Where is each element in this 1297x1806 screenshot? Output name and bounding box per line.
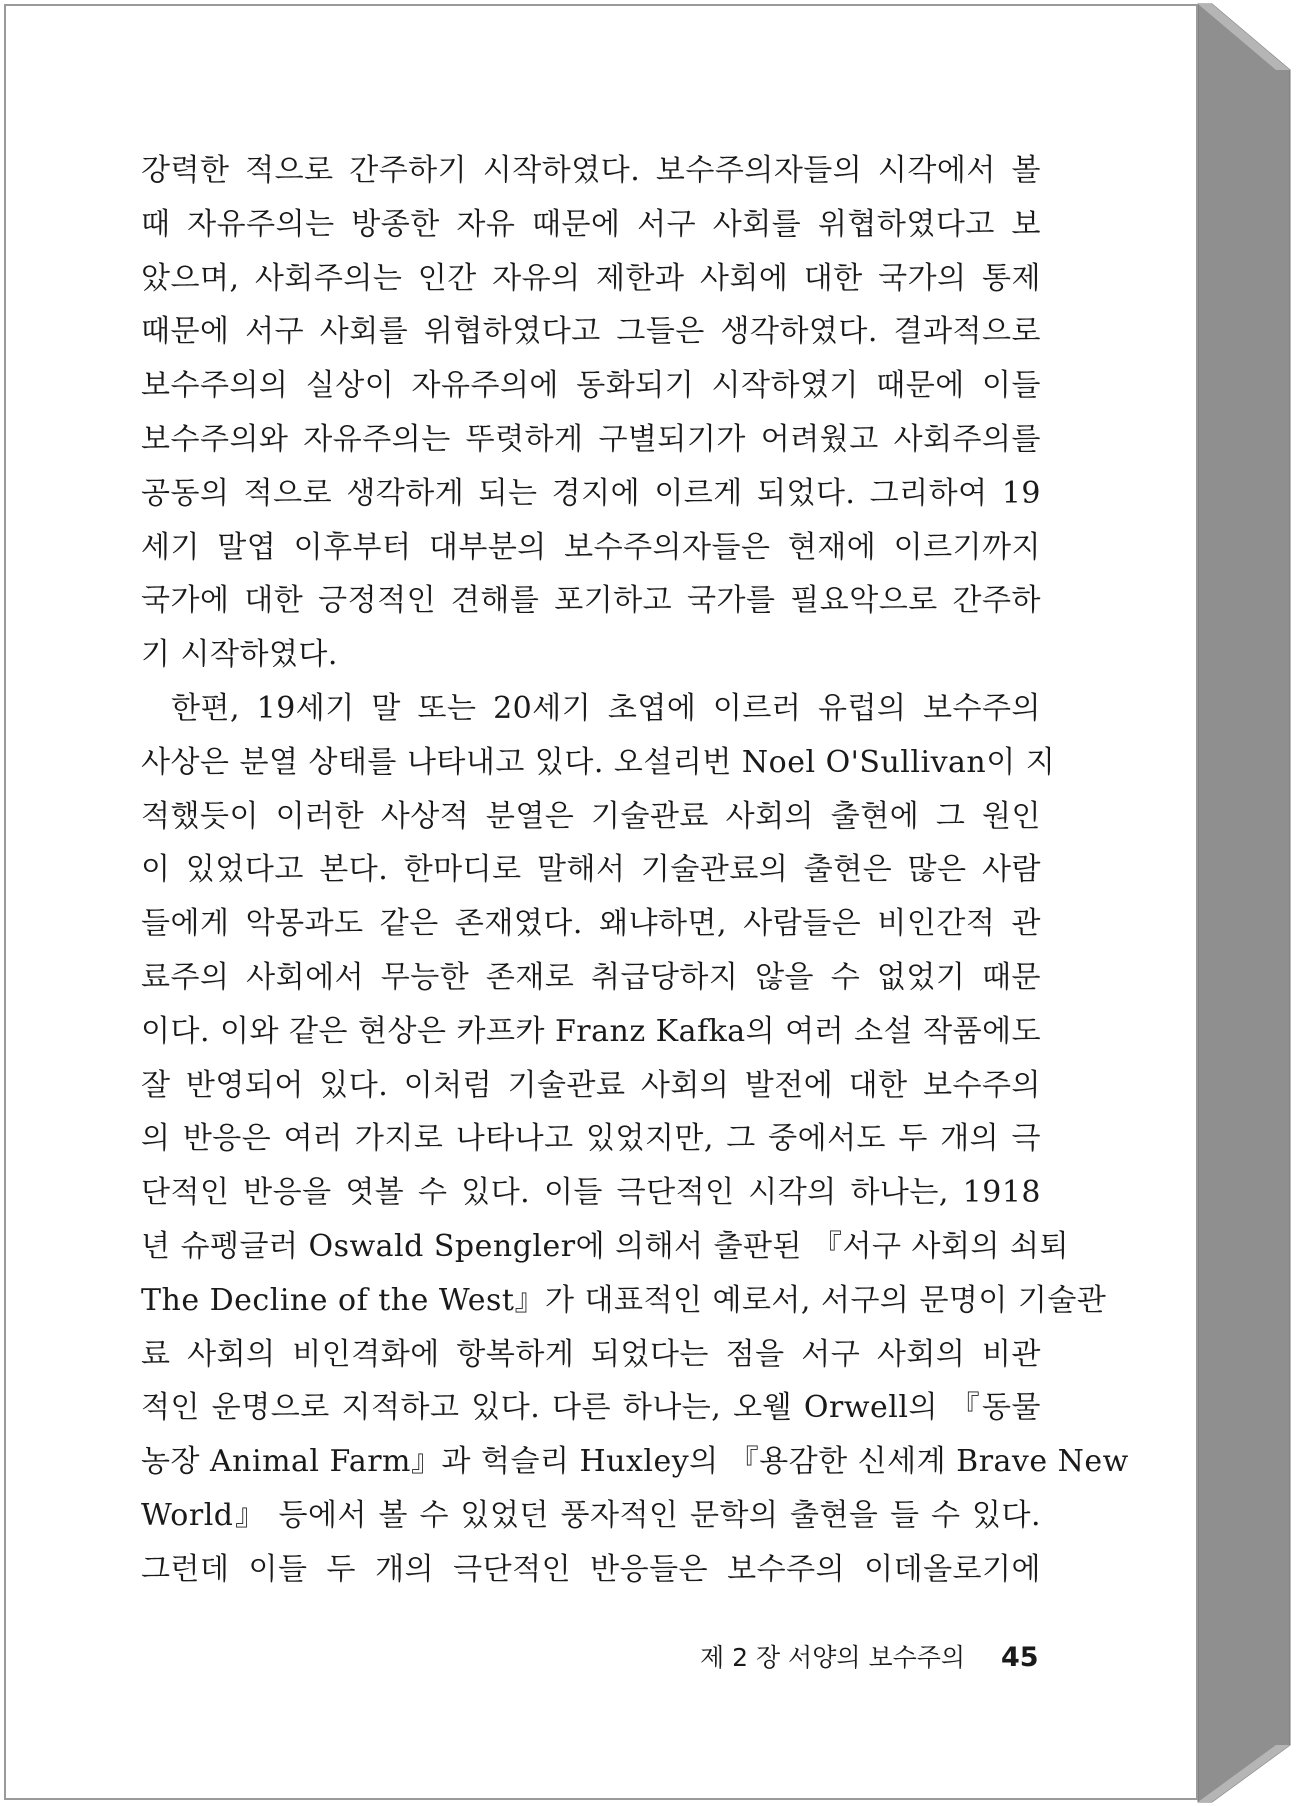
text-line: 단적인 반응을 엿볼 수 있다. 이들 극단적인 시각의 하나는, 1918	[141, 1175, 1041, 1211]
text-line: 강력한 적으로 간주하기 시작하였다. 보수주의자들의 시각에서 볼	[141, 153, 1041, 188]
text-line: 때문에 서구 사회를 위협하였다고 그들은 생각하였다. 결과적으로	[141, 314, 1041, 350]
text-line: 기 시작하였다.	[141, 637, 338, 673]
text-line: 세기 말엽 이후부터 대부분의 보수주의자들은 현재에 이르기까지	[141, 529, 1041, 565]
text-line: 료 사회의 비인격화에 항복하게 되었다는 점을 서구 사회의 비관	[141, 1336, 1041, 1372]
text-line: 의 반응은 여러 가지로 나타나고 있었지만, 그 중에서도 두 개의 극	[141, 1121, 1041, 1157]
page-footer	[700, 1638, 1039, 1674]
text-line: 사상은 분열 상태를 나타내고 있다. 오설리번 Noel O'Sullivan이 지	[141, 744, 1056, 780]
text-line: 국가에 대한 긍정적인 견해를 포기하고 국가를 필요악으로 간주하	[141, 583, 1041, 619]
text-line: 보수주의와 자유주의는 뚜렷하게 구별되기가 어려웠고 사회주의를	[141, 421, 1041, 457]
text-line: 적했듯이 이러한 사상적 분열은 기술관료 사회의 출현에 그 원인	[141, 798, 1041, 834]
text-line: 때 자유주의는 방종한 자유 때문에 서구 사회를 위협하였다고 보	[141, 206, 1041, 242]
text-line: 그런데 이들 두 개의 극단적인 반응들은 보수주의 이데올로기에	[141, 1551, 1041, 1587]
text-line: 이다. 이와 같은 현상은 카프카 Franz Kafka의 여러 소설 작품에도	[141, 1013, 1042, 1049]
text-line: World』 등에서 볼 수 있었던 풍자적인 문학의 출현을 들 수 있다.	[141, 1497, 1041, 1533]
text-line: 들에게 악몽과도 같은 존재였다. 왜냐하면, 사람들은 비인간적 관	[141, 906, 1041, 942]
page-number: 45	[1001, 1642, 1039, 1673]
text-line: 이 있었다고 본다. 한마디로 말해서 기술관료의 출현은 많은 사람	[141, 852, 1041, 888]
text-line: 잘 반영되어 있다. 이처럼 기술관료 사회의 발전에 대한 보수주의	[141, 1067, 1041, 1103]
text-line: 적인 운명으로 지적하고 있다. 다른 하나는, 오웰 Orwell의 『동물	[141, 1390, 1041, 1426]
running-chapter-title: 제 2 장 서양의 보수주의	[700, 1643, 966, 1672]
body-text	[141, 144, 1129, 1597]
text-line: 농장 Animal Farm』과 헉슬리 Huxley의 『용감한 신세계 Brave New	[141, 1444, 1129, 1480]
text-line: 한편, 19세기 말 또는 20세기 초엽에 이르러 유럽의 보수주의	[171, 690, 1041, 726]
text-line: The Decline of the West』가 대표적인 예로서, 서구의 문명이 기술관	[141, 1282, 1107, 1318]
text-line: 년 슈펭글러 Oswald Spengler에 의해서 출판된 『서구 사회의 쇠퇴	[141, 1228, 1069, 1264]
text-line: 았으며, 사회주의는 인간 자유의 제한과 사회에 대한 국가의 통제	[141, 260, 1041, 296]
text-line: 공동의 적으로 생각하게 되는 경지에 이르게 되었다. 그리하여 19	[141, 475, 1041, 511]
text-line: 료주의 사회에서 무능한 존재로 취급당하지 않을 수 없었기 때문	[141, 959, 1041, 995]
text-line: 보수주의의 실상이 자유주의에 동화되기 시작하였기 때문에 이들	[141, 368, 1041, 404]
